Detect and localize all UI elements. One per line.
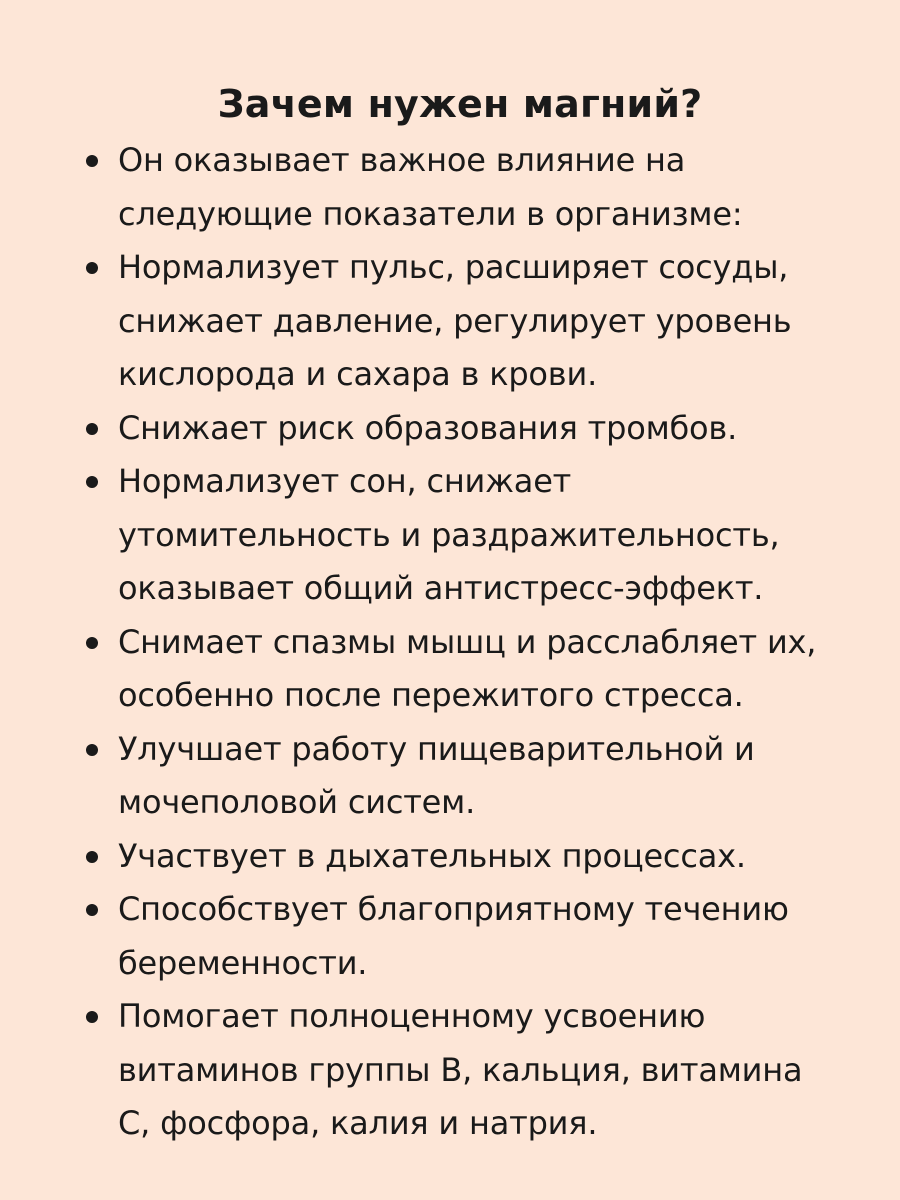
list-item — [80, 402, 840, 456]
bullet-icon — [86, 851, 98, 863]
bullet-list — [80, 134, 840, 1151]
list-item-text: Он оказывает важное влияние на следующие показатели в организме: — [118, 141, 743, 233]
bullet-icon — [86, 423, 98, 435]
list-item — [80, 616, 840, 723]
bullet-icon — [86, 637, 98, 649]
list-item-text: Участвует в дыхательных процессах. — [118, 836, 746, 875]
list-item — [80, 990, 840, 1151]
page-title: Зачем нужен магний? — [217, 82, 703, 126]
bullet-icon — [86, 1011, 98, 1023]
list-item — [80, 241, 840, 402]
list-item-text: Нормализует пульс, расширяет сосуды, снижает давление, регулирует уровень кислорода и сахара в крови. — [118, 248, 792, 393]
list-item-text: Способствует благоприятному течению беременности. — [118, 890, 789, 982]
list-item — [80, 723, 840, 830]
bullet-icon — [86, 262, 98, 274]
list-item-text: Нормализует сон, снижает утомительность и раздражительность, оказывает общий антистресс-эффект. — [118, 462, 780, 607]
bullet-icon — [86, 904, 98, 916]
list-item — [80, 883, 840, 990]
list-item-text: Снижает риск образования тромбов. — [118, 408, 738, 447]
bullet-icon — [86, 155, 98, 167]
list-item-text: Улучшает работу пищеварительной и мочеполовой систем. — [118, 729, 755, 821]
list-item-text: Снимает спазмы мышц и расслабляет их, особенно после пережитого стресса. — [118, 622, 817, 714]
list-item — [80, 830, 840, 884]
list-item-text: Помогает полноценному усвоению витаминов группы В, кальция, витамина С, фосфора, калия и натрия. — [118, 997, 803, 1142]
list-item — [80, 455, 840, 616]
bullet-icon — [86, 744, 98, 756]
list-item — [80, 134, 840, 241]
bullet-icon — [86, 476, 98, 488]
